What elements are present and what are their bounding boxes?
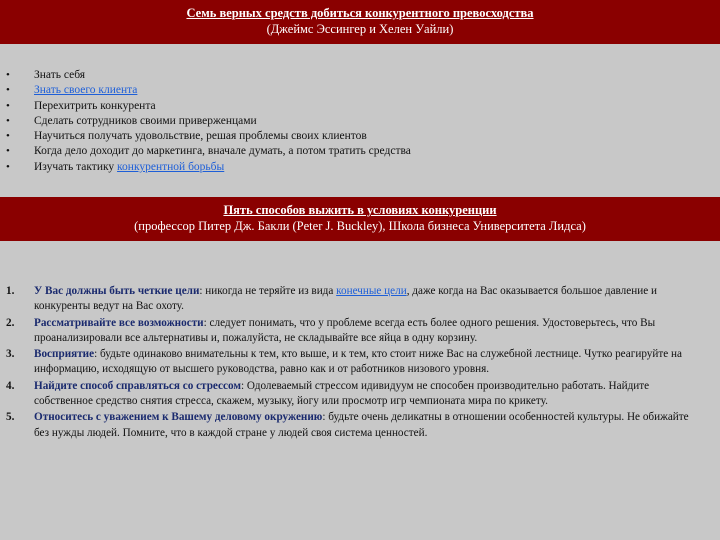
bullet-item [0, 68, 720, 83]
bullet-item [0, 83, 720, 98]
numbered-item [0, 347, 720, 378]
item-number: 3. [6, 348, 15, 361]
bullet-icon: • [6, 114, 10, 127]
bullet-text: Научиться получать удовольствие, решая проблемы своих клиентов [34, 130, 367, 143]
item-number: 5. [6, 411, 15, 424]
bullet-link-know-client[interactable]: Знать своего клиента [34, 84, 138, 97]
header-subtitle: (Джеймс Эссингер и Хелен Уайли) [266, 22, 454, 36]
bullet-icon: • [6, 99, 10, 112]
item-number: 1. [6, 285, 15, 297]
item-text: : будьте очень деликатны в отношении особенностей культуры. Не обижайте без нужды людей. Помните, что в каждой стране у людей своя система ценностей. [34, 411, 689, 439]
item-lead: Восприятие [34, 348, 95, 361]
bullet-link-competition[interactable]: конкурентной борьбы [117, 160, 225, 173]
section-banner [0, 197, 720, 241]
item-text: : Одолеваемый стрессом идивидуум не способен производительно работать. Найдите собственное средство снятия стресса, скажем, музыку, йогу или просмотр игр чемпионата мира по крикету. [34, 379, 650, 408]
bullet-text: Перехитрить конкурента [34, 99, 156, 112]
item-lead: Рассматривайте все возможности [34, 316, 204, 329]
item-text-continued: , даже когда на Вас оказывается большое давление и конкуренты ведут на Вас охоту. [34, 285, 657, 313]
item-text: : никогда не теряйте из вида [199, 285, 337, 297]
numbered-item [0, 284, 720, 315]
bullet-text: Знать себя [34, 69, 86, 81]
bullet-item [0, 114, 720, 129]
bullet-item [0, 129, 720, 144]
header-title: Семь верных средств добиться конкурентного превосходства [186, 6, 534, 20]
bullet-icon: • [6, 130, 10, 143]
numbered-item [0, 410, 720, 441]
bullet-icon: • [6, 160, 10, 173]
bullet-text: Изучать тактику [34, 160, 118, 173]
bullet-list [0, 68, 720, 175]
numbered-item [0, 379, 720, 410]
bullet-icon: • [6, 84, 10, 97]
numbered-list [0, 284, 720, 442]
bullet-icon: • [6, 69, 10, 81]
numbered-item [0, 316, 720, 347]
item-lead: Относитесь с уважением к Вашему деловому окружению [34, 411, 323, 424]
item-number: 2. [6, 316, 15, 329]
bullet-text: Сделать сотрудников своими приверженцами [34, 114, 257, 127]
section-title: Пять способов выжить в условиях конкуренции [223, 203, 497, 217]
bullet-text: Когда дело доходит до маркетинга, вначале думать, а потом тратить средства [34, 145, 411, 158]
bullet-item [0, 160, 720, 175]
item-link-final-goals[interactable]: конечные цели [336, 285, 407, 297]
item-lead: Найдите способ справляться со стрессом [34, 379, 241, 392]
item-text: : следует понимать, что у проблеме всегда есть более одного решения. Удостоверьтесь, что Вы проанализировали все альтернативы и, пожалуйста, не складывайте все яйца в одну корзину. [34, 316, 656, 344]
item-lead: У Вас должны быть четкие цели [34, 285, 200, 297]
bullet-item [0, 144, 720, 159]
item-text: : будьте одинаково внимательны к тем, кто выше, и к тем, кто стоит ниже Вас на служебной лестнице. Чутко реагируйте на информацию, исходящую от высшего руководства, равно как и от работников низового уровня. [34, 348, 682, 376]
item-number: 4. [6, 379, 15, 392]
bullet-icon: • [6, 145, 10, 158]
section-subtitle: (профессор Питер Дж. Бакли (Peter J. Buckley), Школа бизнеса Университета Лидса) [134, 219, 586, 233]
header-banner [0, 0, 720, 44]
bullet-item [0, 99, 720, 114]
